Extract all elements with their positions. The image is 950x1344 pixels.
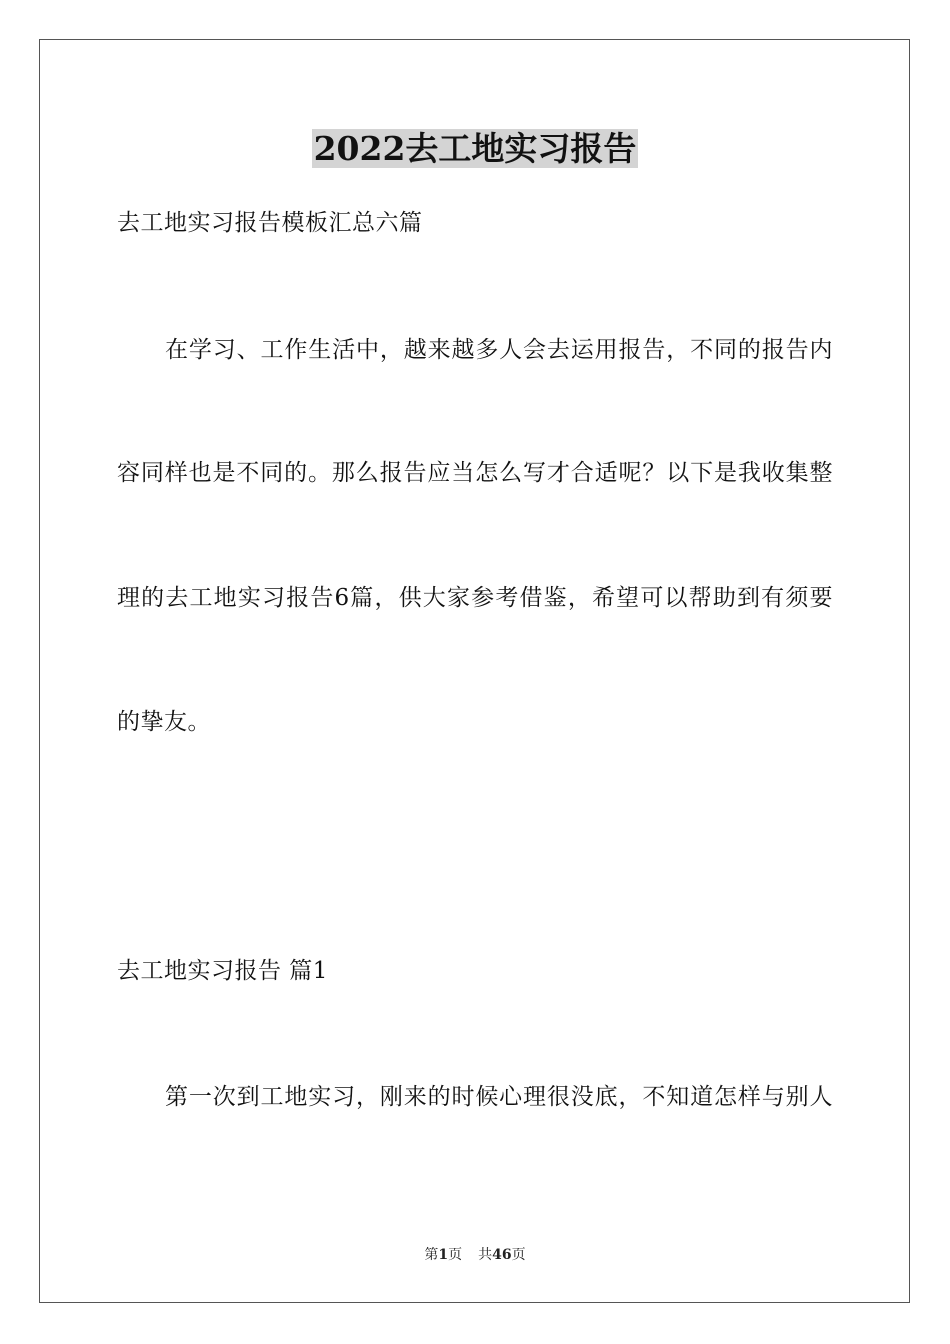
document-title-text: 2022去工地实习报告 — [313, 129, 637, 168]
paragraph-line: 第一次到工地实习，刚来的时候心理很没底，不知道怎样与别人 — [165, 1084, 833, 1110]
document-subtitle: 去工地实习报告模板汇总六篇 — [117, 210, 423, 236]
footer-page-suffix: 页 — [448, 1247, 463, 1263]
footer-total-pages: 46 — [492, 1247, 512, 1263]
page-footer — [0, 1245, 950, 1265]
footer-page-number: 1 — [438, 1247, 449, 1263]
footer-page-prefix: 第 — [424, 1247, 439, 1263]
paragraph-line: 在学习、工作生活中，越来越多人会去运用报告，不同的报告内 — [165, 337, 833, 363]
document-title — [0, 124, 950, 174]
footer-total-prefix: 共 — [478, 1247, 493, 1263]
footer-total-suffix: 页 — [511, 1247, 526, 1263]
paragraph-line: 的挚友。 — [117, 709, 211, 735]
paragraph-line: 容同样也是不同的。那么报告应当怎么写才合适呢？以下是我收集整 — [117, 460, 833, 486]
paragraph-line: 理的去工地实习报告6篇，供大家参考借鉴，希望可以帮助到有须要 — [117, 585, 833, 611]
section-heading: 去工地实习报告 篇1 — [117, 958, 328, 984]
